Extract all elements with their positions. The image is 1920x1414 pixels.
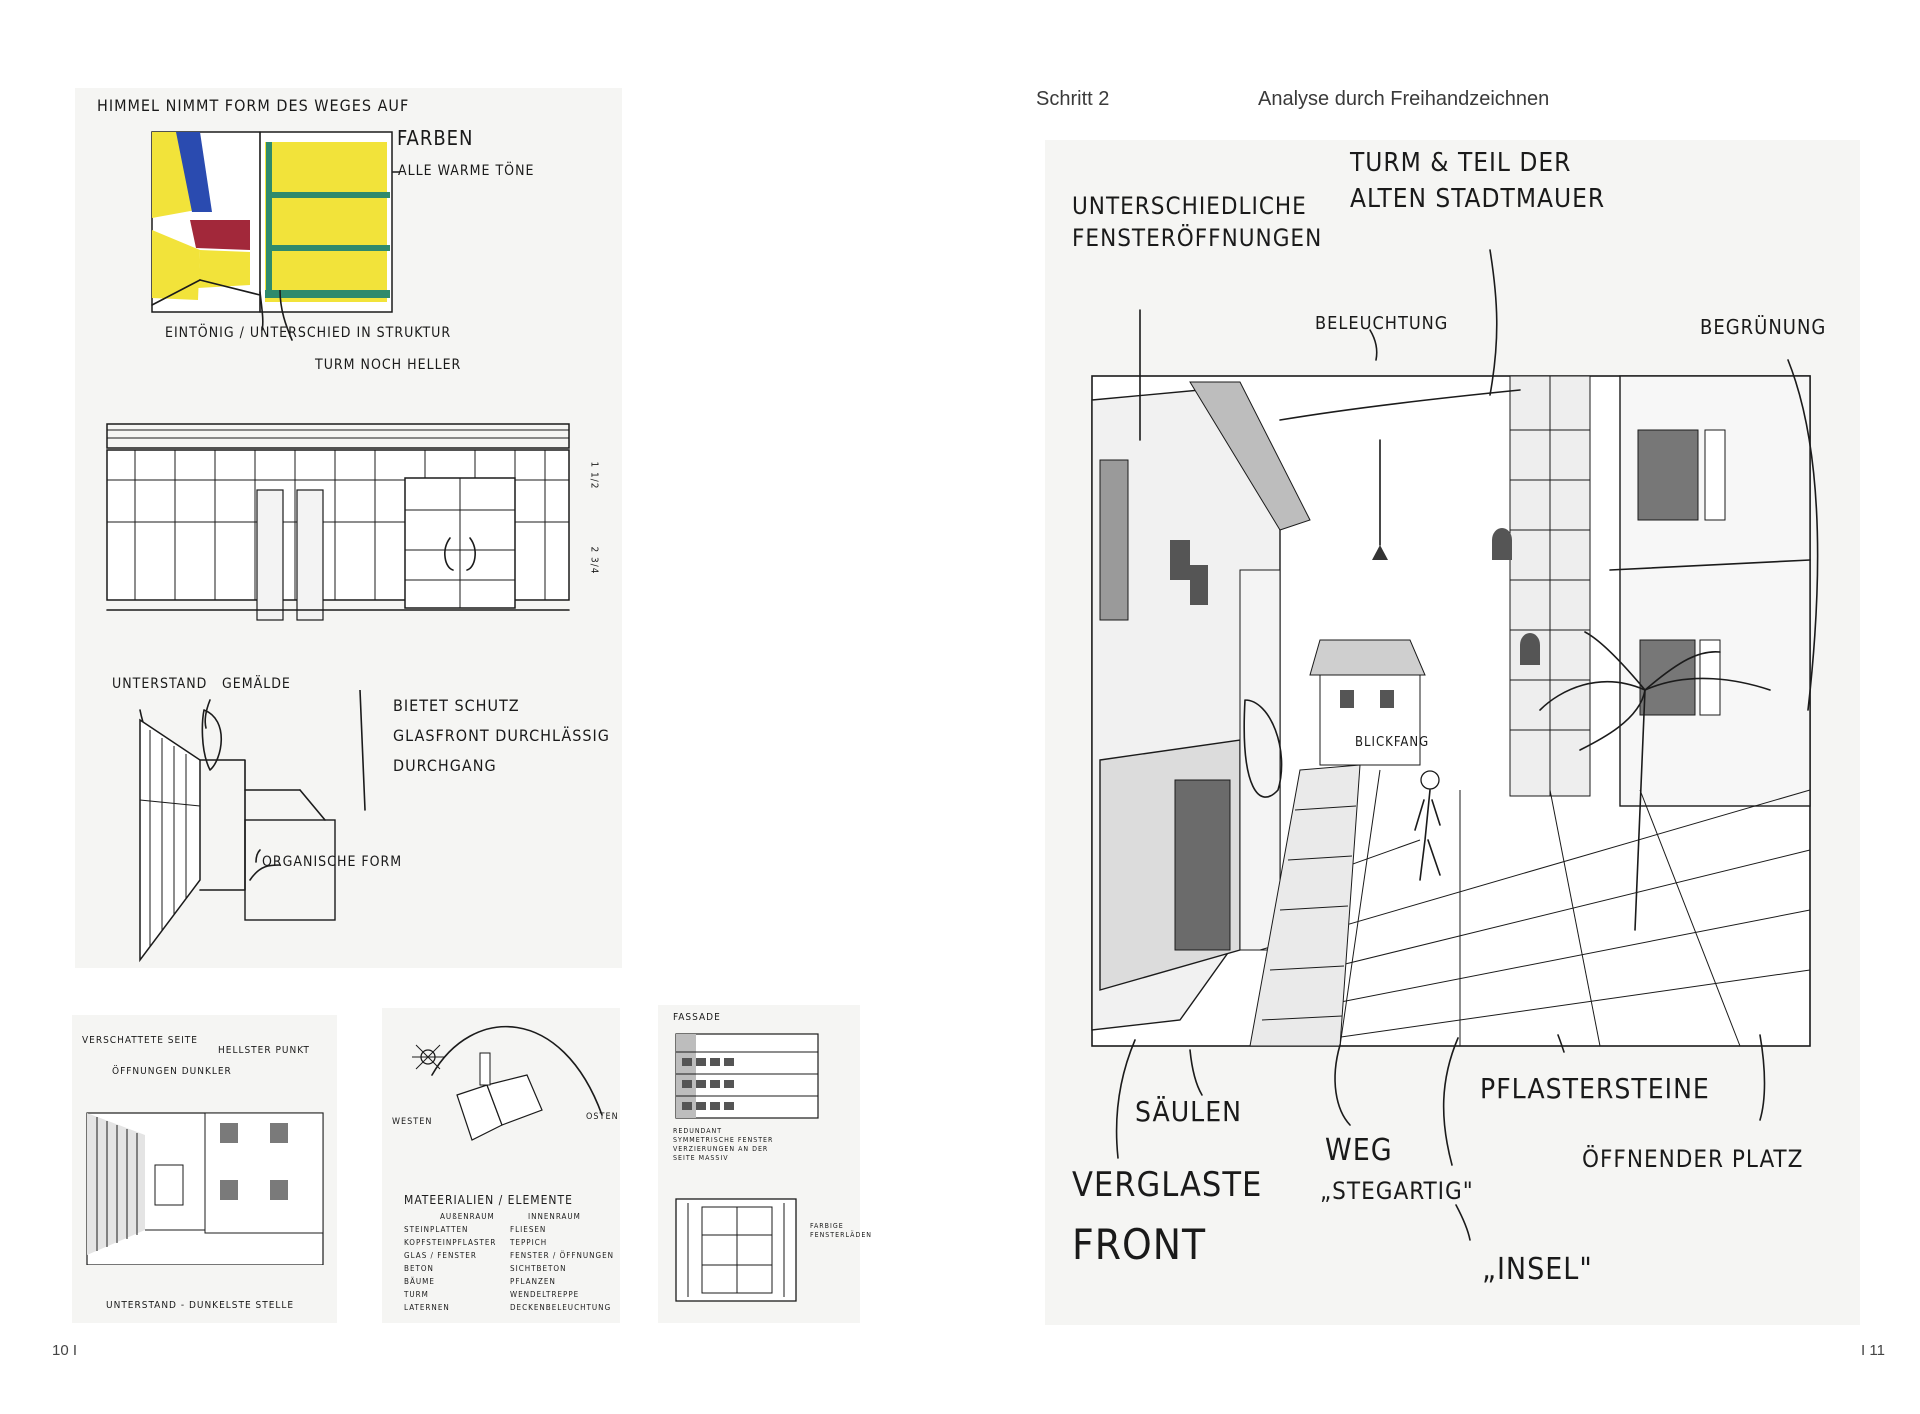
material-sun-sketch <box>392 1015 612 1145</box>
turm-label-line1: TURM & TEIL DER <box>1350 148 1572 178</box>
farben-label: FARBEN <box>397 126 474 150</box>
durchgang-label: DURCHGANG <box>393 756 497 775</box>
begrunung-label: BEGRÜNUNG <box>1700 315 1827 339</box>
material-col1-2: KOPFSTEINPFLASTER <box>404 1238 497 1247</box>
shutter-note: FARBIGE FENSTERLÄDEN <box>810 1222 873 1239</box>
step-label: Schritt 2 <box>1036 88 1110 110</box>
osten-label: OSTEN <box>586 1112 619 1122</box>
facade-mini-building <box>672 1030 822 1120</box>
pflastersteine-label: PFLASTERSTEINE <box>1480 1072 1710 1105</box>
shelter-sketch <box>110 690 380 970</box>
fenster-label-line1: UNTERSCHIEDLICHE <box>1072 192 1307 220</box>
turm-label-line2: ALTEN STADTMAUER <box>1350 184 1606 214</box>
stegartig-label: „STEGARTIG" <box>1320 1177 1474 1205</box>
weg-label: WEG <box>1325 1133 1393 1168</box>
insel-label: „INSEL" <box>1482 1252 1593 1287</box>
material-col1-3: GLAS / FENSTER <box>404 1251 477 1260</box>
material-col2-4: SICHTBETON <box>510 1264 567 1273</box>
offnungen-label: ÖFFNUNGEN DUNKLER <box>112 1066 232 1077</box>
verschattete-label: VERSCHATTETE SEITE <box>82 1035 198 1046</box>
shutter-sketch <box>672 1195 802 1305</box>
aussenraum-header: AUßENRAUM <box>440 1212 495 1221</box>
page-number-left: 10 I <box>52 1342 78 1359</box>
material-col2-5: PFLANZEN <box>510 1277 556 1286</box>
sky-note: HIMMEL NIMMT FORM DES WEGES AUF <box>97 96 410 115</box>
material-col2-3: FENSTER / ÖFFNUNGEN <box>510 1251 615 1260</box>
materialien-title: MATEERIALIEN / ELEMENTE <box>404 1193 573 1207</box>
dimension-1: 1 1/2 <box>588 461 600 490</box>
section-title: Analyse durch Freihandzeichnen <box>1258 88 1550 110</box>
material-col1-4: BETON <box>404 1264 434 1273</box>
unterstand-dunkel-label: UNTERSTAND - DUNKELSTE STELLE <box>106 1300 295 1311</box>
material-col1-7: LATERNEN <box>404 1303 450 1312</box>
facade-note: REDUNDANT SYMMETRISCHE FENSTER VERZIERUNGEN AN DER SEITE MASSIV <box>673 1127 774 1162</box>
schutz-label: BIETET SCHUTZ <box>393 696 520 715</box>
light-sketch <box>85 1105 325 1265</box>
turm-heller-label: TURM NOCH HELLER <box>315 357 462 373</box>
fenster-label-line2: FENSTERÖFFNUNGEN <box>1072 224 1323 252</box>
front-label: FRONT <box>1072 1220 1207 1269</box>
saulen-label: SÄULEN <box>1135 1095 1242 1128</box>
leader-lines-1 <box>240 290 320 350</box>
westen-label: WESTEN <box>392 1117 433 1127</box>
material-col2-1: FLIESEN <box>510 1225 547 1234</box>
eintonig-label: EINTÖNIG / UNTERSCHIED IN STRUKTUR <box>165 325 452 341</box>
page-number-right: I 11 <box>1861 1342 1885 1359</box>
hellster-label: HELLSTER PUNKT <box>218 1045 310 1056</box>
organische-form-label: ORGANISCHE FORM <box>262 854 403 870</box>
facade-sketch <box>105 410 625 660</box>
beleuchtung-label: BELEUCHTUNG <box>1315 313 1449 334</box>
gemalde-label: GEMÄLDE <box>222 676 291 692</box>
material-col2-6: WENDELTREPPE <box>510 1290 580 1299</box>
glasfront-label: GLASFRONT DURCHLÄSSIG <box>393 726 610 745</box>
verglaste-label: VERGLASTE <box>1072 1165 1263 1205</box>
material-col1-6: TURM <box>404 1290 429 1299</box>
dimension-2: 2 3/4 <box>588 546 600 575</box>
innenraum-header: INNENRAUM <box>528 1212 581 1221</box>
material-col2-7: DECKENBELEUCHTUNG <box>510 1303 612 1312</box>
material-col1-5: BÄUME <box>404 1277 435 1286</box>
warm-tones-label: ALLE WARME TÖNE <box>398 163 535 179</box>
material-col2-2: TEPPICH <box>510 1238 548 1247</box>
platz-label: ÖFFNENDER PLATZ <box>1582 1145 1804 1173</box>
blickfang-label: BLICKFANG <box>1355 735 1430 750</box>
unterstand-label: UNTERSTAND <box>112 676 208 692</box>
material-col1-1: STEINPLATTEN <box>404 1225 469 1234</box>
leader-lines-2 <box>1080 240 1840 1290</box>
fassade-title: FASSADE <box>673 1012 721 1023</box>
